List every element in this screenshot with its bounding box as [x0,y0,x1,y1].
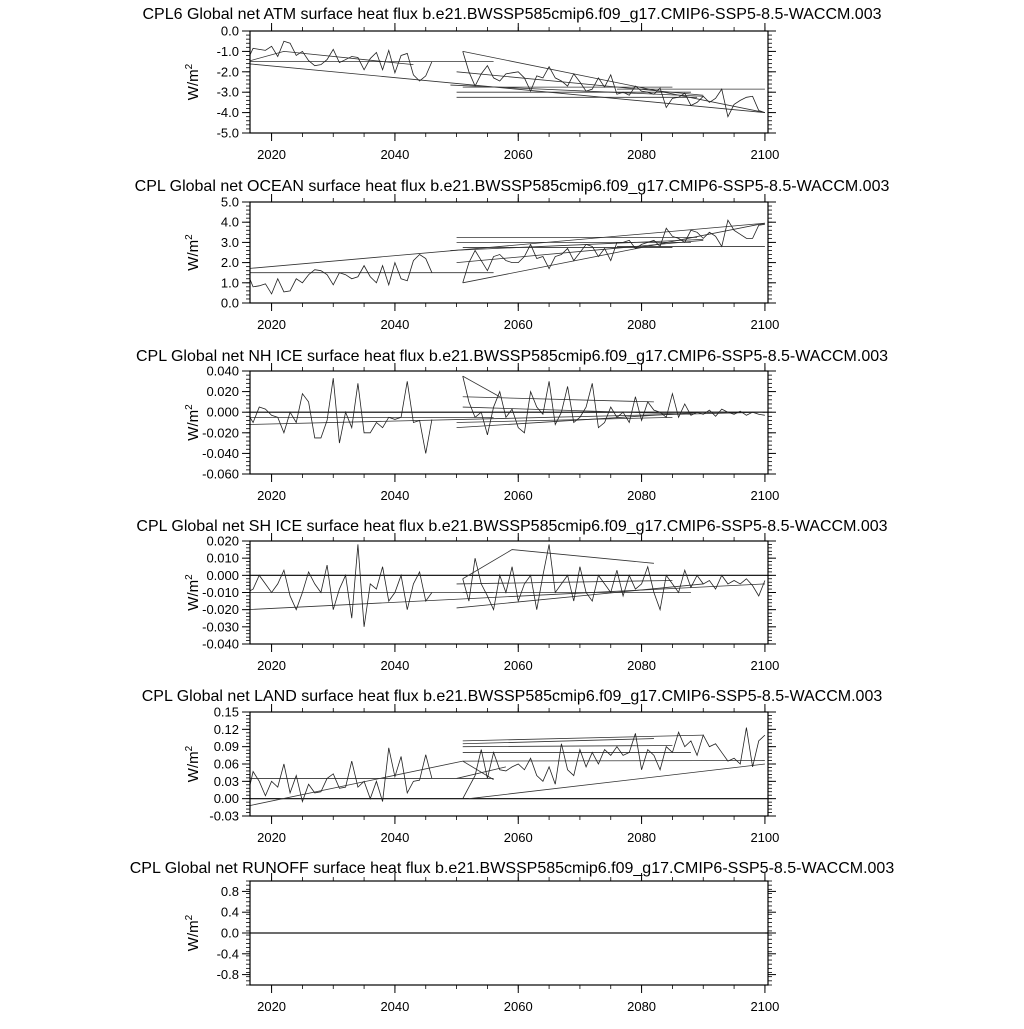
y-tick-label: 0.09 [213,739,239,755]
panel-5 [142,688,883,845]
y-tick-label: -0.020 [202,602,239,618]
x-tick-label: 2020 [257,317,287,332]
x-tick-label: 2040 [380,830,410,845]
y-tick-label: 0.4 [220,904,239,920]
y-axis-label: $W/m^2$ [184,234,202,271]
overlay-line-segment [457,584,704,608]
overlay-line-segment [450,239,703,250]
x-tick-label: 2100 [750,147,780,162]
overlay-line-segment [463,223,765,283]
x-tick-label: 2100 [750,488,780,503]
x-tick-label: 2080 [627,488,657,503]
y-tick-label: 0.12 [213,721,239,737]
panel-6 [130,860,895,1014]
y-axis-label: $W/m^2$ [184,404,202,441]
x-tick-label: 2020 [257,830,287,845]
series-line-annual-part-1 [247,378,432,453]
x-tick-label: 2060 [503,147,533,162]
panel-2 [135,178,890,332]
y-tick-label: 0.15 [213,704,239,720]
y-tick-label: 0.000 [206,567,239,583]
y-tick-label: -0.03 [209,808,239,824]
x-tick-label: 2020 [257,999,287,1014]
panel-title: CPL Global net SH ICE surface heat flux b.e21.BWSSP585cmip6.f09_g17.CMIP6-SSP5-8.5-WACCM.003 [136,518,888,535]
overlay-line-segment [463,397,654,402]
y-tick-label: 5.0 [220,194,239,210]
overlay-line-segment [457,240,704,262]
overlay-line-segment [463,746,673,747]
y-tick-label: 0.0 [220,925,239,941]
y-tick-label: -1.0 [216,43,239,59]
y-axis-label-superscript: 2 [184,404,195,410]
x-tick-label: 2020 [257,488,287,503]
x-tick-label: 2080 [627,317,657,332]
series-line-annual-part-2 [463,728,765,799]
y-tick-label: 0.020 [206,384,239,400]
y-tick-label: 0.00 [213,791,239,807]
y-axis-label: $W/m^2$ [184,574,202,611]
y-tick-label: 0.8 [220,883,239,899]
y-tick-label: -0.040 [202,636,239,652]
y-axis-label-superscript: 2 [184,745,195,752]
y-axis-label: $W/m^2$ [184,63,202,101]
overlay-line-segment [457,417,673,422]
panel-title: CPL6 Global net ATM surface heat flux b.e21.BWSSP585cmip6.f09_g17.CMIP6-SSP5-8.5-WACCM.003 [142,6,882,23]
y-tick-label: -0.4 [216,946,239,962]
y-tick-label: -0.010 [202,585,239,600]
series-line-annual-part-1 [247,544,432,626]
x-tick-label: 2020 [257,147,287,162]
y-tick-label: -0.020 [202,425,239,441]
panel-title: CPL Global net NH ICE surface heat flux b.e21.BWSSP585cmip6.f09_g17.CMIP6-SSP5-8.5-WACCM.003 [135,348,889,365]
y-axis-label: $W/m^2$ [184,914,202,952]
overlay-line-segment [463,735,704,741]
y-tick-label: 3.0 [220,234,239,250]
y-tick-label: -4.0 [216,105,239,121]
x-tick-label: 2060 [503,317,533,332]
y-tick-label: 0.06 [213,756,239,772]
y-tick-label: 0.0 [220,23,239,39]
y-tick-label: -0.8 [216,967,239,983]
y-axis-label-superscript: 2 [184,574,195,580]
overlay-line-segment [463,51,765,112]
series-line-annual-part-1 [247,748,432,802]
y-tick-label: 0.0 [220,295,239,311]
series-line-annual-part-2 [463,376,765,435]
y-axis-label-superscript: 2 [184,234,195,240]
panel-1 [142,6,881,162]
panel-3 [136,348,888,503]
series-line-annual-part-1 [247,41,432,81]
y-tick-label: 1.0 [220,275,239,291]
y-tick-label: 4.0 [220,214,239,230]
x-tick-label: 2040 [380,147,410,162]
overlay-line-segment [463,376,500,397]
x-tick-label: 2100 [750,999,780,1014]
x-tick-label: 2080 [627,658,657,673]
overlay-line-segment [247,51,413,64]
y-tick-label: -5.0 [216,125,239,141]
x-tick-label: 2060 [503,488,533,503]
x-tick-label: 2040 [380,488,410,503]
y-axis-label-superscript: 2 [184,63,195,70]
plot-frame [250,202,768,303]
panel-title: CPL Global net LAND surface heat flux b.e21.BWSSP585cmip6.f09_g17.CMIP6-SSP5-8.5-WACCM.003 [141,688,883,705]
y-tick-label: 2.0 [220,255,239,271]
overlay-line-segment [247,223,765,268]
x-tick-label: 2040 [380,317,410,332]
y-tick-label: -0.060 [202,466,239,482]
series-line-annual-part-2 [463,51,765,116]
x-tick-label: 2080 [627,830,657,845]
x-tick-label: 2100 [750,317,780,332]
overlay-line-segment [247,584,765,610]
y-tick-label: 0.020 [206,533,239,549]
y-tick-label: -3.0 [216,84,239,100]
overlay-line-segment [247,64,765,113]
plot-frame [250,31,768,133]
panel-4 [136,518,887,673]
x-tick-label: 2020 [257,658,287,673]
x-tick-label: 2060 [503,999,533,1014]
series-line-annual-part-2 [463,220,765,283]
overlay-line-segment [463,739,654,744]
x-tick-label: 2040 [380,658,410,673]
x-tick-label: 2060 [503,658,533,673]
overlay-line-segment [457,580,673,583]
panel-title: CPL Global net OCEAN surface heat flux b.e21.BWSSP585cmip6.f09_g17.CMIP6-SSP5-8.5-WACCM.003 [134,178,890,195]
x-tick-label: 2100 [750,830,780,845]
overlay-line-segment [463,550,654,579]
panel-title: CPL Global net RUNOFF surface heat flux b.e21.BWSSP585cmip6.f09_g17.CMIP6-SSP5-8.5-WACCM.003 [129,860,895,877]
x-tick-label: 2100 [750,658,780,673]
y-tick-label: 0.040 [206,363,239,379]
x-tick-label: 2080 [627,147,657,162]
y-axis-label-superscript: 2 [184,914,195,921]
overlay-line-segment [469,764,765,799]
x-tick-label: 2080 [627,999,657,1014]
y-tick-label: -2.0 [216,64,239,80]
y-tick-label: 0.000 [206,404,239,420]
series-line-annual-part-2 [463,544,765,609]
y-axis-label: $W/m^2$ [184,745,202,783]
y-tick-label: -0.030 [202,619,239,635]
y-tick-label: -0.040 [202,445,239,461]
y-tick-label: 0.03 [213,773,239,789]
x-tick-label: 2060 [503,830,533,845]
y-tick-label: 0.010 [206,550,239,566]
plot-frame [250,712,768,816]
x-tick-label: 2040 [380,999,410,1014]
